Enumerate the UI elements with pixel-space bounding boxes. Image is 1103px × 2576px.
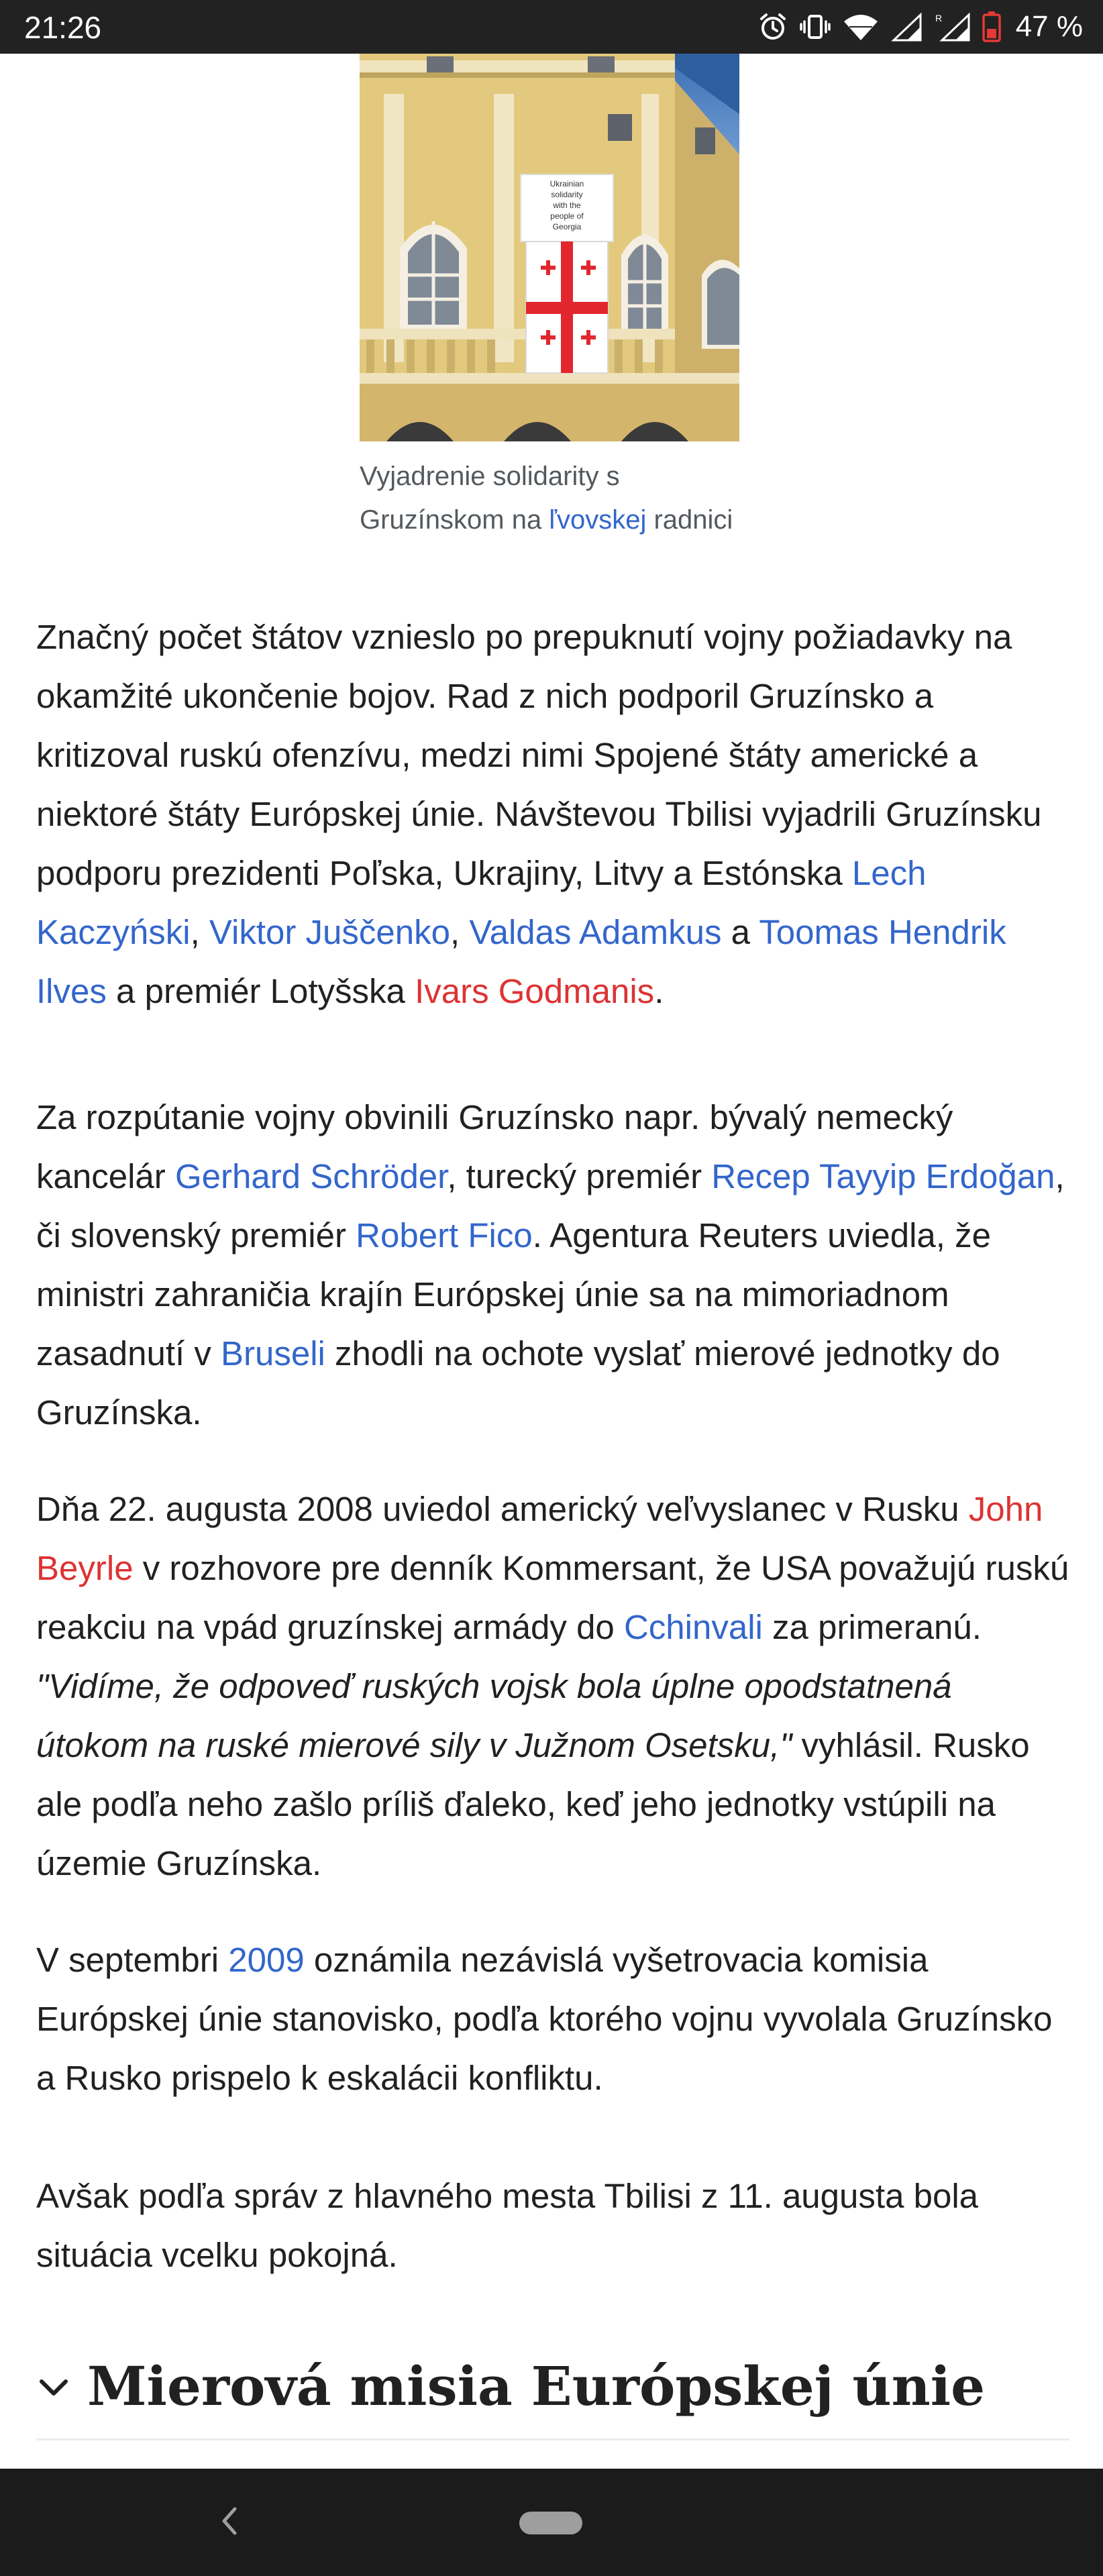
link-robert-fico[interactable]: Robert Fico	[356, 1216, 533, 1254]
signal-roaming-icon	[934, 12, 970, 42]
banner-line: with the	[553, 201, 581, 210]
paragraph-2	[36, 1088, 1069, 1442]
battery-low-icon	[982, 11, 1001, 42]
link-valdas-adamkus[interactable]: Valdas Adamkus	[469, 913, 722, 951]
paragraph-1	[36, 608, 1069, 1021]
home-pill-icon[interactable]	[519, 2512, 582, 2534]
text-run: ,	[190, 913, 209, 951]
wifi-icon	[843, 12, 879, 42]
banner-line: people of	[550, 211, 584, 221]
text-run: , či slovenský premiér	[36, 1157, 1065, 1254]
redlink-john-beyrle[interactable]: John Beyrle	[36, 1490, 1043, 1587]
link-toomas-hendrik-ilves[interactable]: Toomas Hendrik Ilves	[36, 913, 1006, 1010]
text-run: . Agentura Reuters uviedla, že ministri zahraničia krajín Európskej únie sa na mimoriadnom zasadnutí v	[36, 1216, 991, 1373]
caption-text-end: radnici	[646, 505, 733, 535]
vibrate-icon	[800, 12, 831, 42]
text-run: zhodli na ochote vyslať mierové jednotky do Gruzínska.	[36, 1334, 1000, 1432]
link-cchinvali[interactable]: Cchinvali	[623, 1608, 763, 1646]
chevron-down-icon	[36, 2371, 71, 2406]
text-run: za primeranú.	[762, 1608, 982, 1646]
signal-icon	[891, 12, 922, 42]
svg-text:R: R	[935, 13, 942, 23]
battery-percent: 47 %	[1015, 10, 1083, 43]
link-lech-kaczynski[interactable]: Lech Kaczyński	[36, 854, 927, 951]
text-run: Dňa 22. augusta 2008 uviedol americký veľvyslanec v Rusku	[36, 1490, 969, 1528]
navigation-bar	[0, 2469, 1103, 2576]
caption-text: Vyjadrenie solidarity s Gruzínskom na	[360, 462, 620, 535]
text-run: v rozhovore pre denník Kommersant, že USA považujú ruskú reakciu na vpád gruzínskej armády do	[36, 1549, 1069, 1646]
status-time: 21:26	[24, 10, 102, 45]
link-gerhard-schroder[interactable]: Gerhard Schröder	[174, 1157, 448, 1195]
link-bruseli[interactable]: Bruseli	[221, 1334, 325, 1373]
paragraph-4	[36, 1931, 1069, 2108]
paragraph-5	[36, 2167, 1069, 2285]
back-icon[interactable]	[213, 2500, 243, 2542]
text-run: a premiér Lotyšska	[106, 972, 415, 1010]
status-bar	[0, 0, 1103, 54]
section-title: Mierová misia Európskej únie	[87, 2355, 986, 2418]
link-recep-tayyip-erdogan[interactable]: Recep Tayyip Erdoğan	[711, 1157, 1055, 1195]
link-2009[interactable]: 2009	[228, 1941, 305, 1979]
banner-line: solidarity	[551, 190, 583, 199]
text-run: Za rozpútanie vojny obvinili Gruzínsko napr. bývalý nemecký kancelár	[36, 1098, 953, 1195]
text-run: vyhlásil. Rusko ale podľa neho zašlo príliš ďaleko, keď jeho jednotky vstúpili na územie Gruzínska.	[36, 1726, 1030, 1882]
section-header[interactable]	[36, 2347, 1069, 2440]
alarm-icon	[758, 12, 788, 42]
text-run: , turecký premiér	[447, 1157, 712, 1195]
text-run: Značný počet štátov vznieslo po prepuknutí vojny požiadavky na okamžité ukončenie bojov. Rad z nich podporil Gruzínsko a kritizoval ruskú ofenzívu, medzi nimi Spojené štáty americké a niektoré štáty Európskej únie. Návštevou Tbilisi vyjadrili Gruzínsku podporu prezidenti Poľska, Ukrajiny, Litvy a Estónska	[36, 618, 1042, 892]
text-run: .	[654, 972, 664, 1010]
link-viktor-juscenko[interactable]: Viktor Juščenko	[209, 913, 450, 951]
townhall-photo	[360, 54, 739, 441]
banner-line: Georgia	[552, 222, 582, 231]
status-icons	[758, 9, 1083, 44]
caption-link-lvovskej[interactable]: ľvovskej	[549, 505, 647, 535]
redlink-ivars-godmanis[interactable]: Ivars Godmanis	[415, 972, 655, 1010]
text-run: Avšak podľa správ z hlavného mesta Tbilisi z 11. augusta bola situácia vcelku pokojná.	[36, 2177, 979, 2274]
quote: "Vidíme, že odpoveď ruských vojsk bola úplne opodstatnená útokom na ruské mierové sily v Južnom Osetsku,"	[36, 1667, 952, 1764]
text-run: ,	[450, 913, 470, 951]
text-run: oznámila nezávislá vyšetrovacia komisia Európskej únie stanovisko, podľa ktorého vojnu vyvolala Gruzínsko a Rusko prispelo k eskalácii konfliktu.	[36, 1941, 1053, 2097]
text-run: V septembri	[36, 1941, 229, 1979]
figure-caption	[360, 455, 735, 542]
text-run: a	[721, 913, 759, 951]
figure-image[interactable]	[360, 54, 739, 441]
banner-line: Ukrainian	[549, 179, 584, 189]
paragraph-3	[36, 1480, 1069, 1893]
article-content	[0, 54, 1103, 2469]
